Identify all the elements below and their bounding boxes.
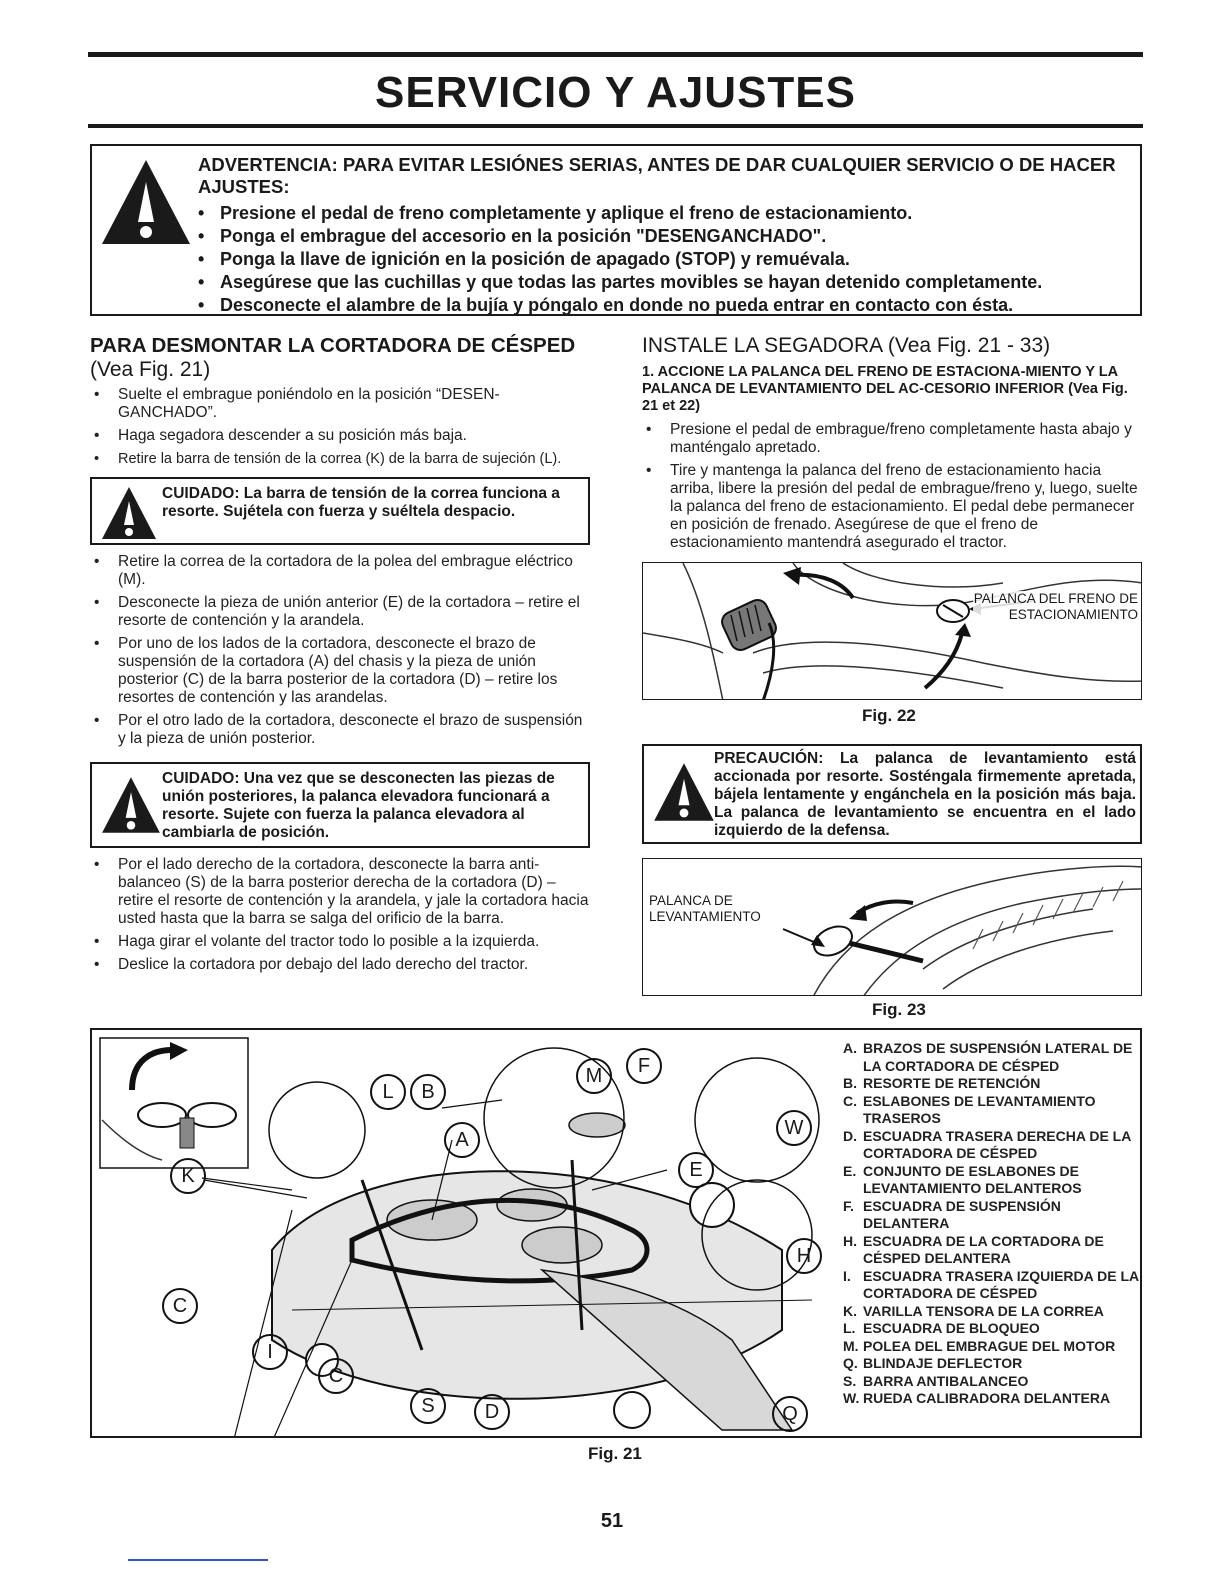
- list-item: • Desconecte la pieza de unión anterior (E) de la cortadora – retire el resorte de contención y la arandela.: [90, 594, 590, 630]
- page-number: 51: [600, 1510, 624, 1532]
- right-title-ref: (Vea Fig. 21 - 33): [887, 334, 1051, 357]
- callout-W: W: [776, 1110, 812, 1146]
- warning-item: • Asegúrese que las cuchillas y que todas las partes movibles se hayan detenido completamente.: [198, 271, 1138, 294]
- right-column: [642, 334, 1142, 557]
- legend-item: K. VARILLA TENSORA DE LA CORREA: [843, 1302, 1104, 1319]
- figure-22: [642, 562, 1142, 700]
- fig23-label-2: LEVANTAMIENTO: [649, 909, 761, 924]
- warning-box: [90, 144, 1142, 316]
- callout-M: M: [576, 1058, 612, 1094]
- list-item: • Retire la barra de tensión de la correa (K) de la barra de sujeción (L).: [90, 450, 590, 468]
- warning-triangle-icon: [100, 774, 162, 836]
- figure-23: [642, 858, 1142, 996]
- warning-triangle-icon: [100, 156, 192, 248]
- warning-item: • Presione el pedal de freno completamente y aplique el freno de estacionamiento.: [198, 202, 1138, 225]
- legend-item: F. ESCUADRA DE SUSPENSIÓN DELANTERA: [843, 1197, 1061, 1231]
- left-section-subtitle: (Vea Fig. 21): [90, 358, 211, 381]
- caution-box-1: [90, 477, 590, 545]
- warning-item: • Ponga la llave de ignición en la posición de apagado (STOP) y remuévala.: [198, 248, 1138, 271]
- fig22-caption: Fig. 22: [862, 706, 916, 725]
- legend-item: C. ESLABONES DE LEVANTAMIENTO TRASEROS: [843, 1092, 1096, 1126]
- caution-text: PRECAUCIÓN: La palanca de levantamiento está accionada por resorte. Sosténgala firmemente apretada, bájela lentamente y engánchela en la posición más baja. La palanca de levantamiento se encuentra en el lado izquierdo de la defensa.: [714, 750, 1136, 839]
- fig21-caption: Fig. 21: [588, 1444, 642, 1463]
- legend-item: Q. BLINDAJE DEFLECTOR: [843, 1355, 1023, 1371]
- list-item: • Suelte el embrague poniéndolo en la posición “DESEN-GANCHADO”.: [90, 386, 590, 422]
- legend-item: E. CONJUNTO DE ESLABONES DE LEVANTAMIENTO DELANTEROS: [843, 1162, 1082, 1196]
- right-bullets: [642, 421, 1142, 552]
- callout-C: C: [162, 1288, 198, 1324]
- list-item: • Haga segadora descender a su posición más baja.: [90, 427, 590, 445]
- left-column: [90, 334, 590, 473]
- callout-I: I: [252, 1334, 288, 1370]
- parking-brake-illustration: [643, 563, 1142, 700]
- callout-D: D: [474, 1394, 510, 1430]
- left-steps-c-wrap: [90, 856, 590, 979]
- caution-text: CUIDADO: La barra de tensión de la correa funciona a resorte. Sujétela con fuerza y suéltela despacio.: [162, 485, 560, 520]
- warning-triangle-icon: [100, 485, 158, 541]
- callout-A: A: [444, 1122, 480, 1158]
- list-item: • Haga girar el volante del tractor todo lo posible a la izquierda.: [90, 933, 590, 951]
- title-rule: [88, 124, 1143, 128]
- left-steps-a: [90, 386, 590, 468]
- page-title: SERVICIO Y AJUSTES: [375, 68, 856, 117]
- callout-K: K: [170, 1158, 206, 1194]
- warning-item: • Desconecte el alambre de la bujía y póngalo en donde no pueda entrar en contacto con ésta.: [198, 294, 1138, 317]
- pedal-icon: [719, 597, 779, 700]
- callout-E: E: [678, 1152, 714, 1188]
- right-title-main: INSTALE LA SEGADORA: [642, 334, 883, 357]
- callout-C: C: [318, 1358, 354, 1394]
- warning-item: • Ponga el embrague del accesorio en la posición "DESENGANCHADO".: [198, 225, 1138, 248]
- fig21-legend: [843, 1040, 1139, 1408]
- caution-box-2: [90, 762, 590, 848]
- list-item: • Presione el pedal de embrague/freno completamente hasta abajo y manténgalo apretado.: [642, 421, 1142, 457]
- left-section-title: PARA DESMONTAR LA CORTADORA DE CÉSPED: [90, 334, 576, 357]
- legend-item: B. RESORTE DE RETENCIÓN: [843, 1075, 1041, 1091]
- top-rule: [88, 52, 1143, 57]
- legend-item: W. RUEDA CALIBRADORA DELANTERA: [843, 1390, 1111, 1406]
- caution-text: CUIDADO: Una vez que se desconecten las piezas de unión posteriores, la palanca elevadora funcionará a resorte. Sujete con fuerza la palanca elevadora al cambiarla de posición.: [162, 770, 555, 841]
- legend-item: H. ESCUADRA DE LA CORTADORA DE CÉSPED DELANTERA: [843, 1232, 1104, 1266]
- fig23-label-1: PALANCA DE: [649, 893, 733, 908]
- left-steps-b-wrap: [90, 553, 590, 753]
- legend-item: L. ESCUADRA DE BLOQUEO: [843, 1320, 1040, 1336]
- list-item: • Deslice la cortadora por debajo del lado derecho del tractor.: [90, 956, 590, 974]
- list-item: • Retire la correa de la cortadora de la polea del embrague eléctrico (M).: [90, 553, 590, 589]
- fig22-label: PALANCA DEL FRENO DE ESTACIONAMIENTO: [973, 591, 1138, 622]
- footer-link-line: [128, 1559, 268, 1561]
- list-item: • Tire y mantenga la palanca del freno de estacionamiento hacia arriba, libere la presión del pedal de embrague/freno y, luego, suelte la palanca del freno de estacionamiento. El pedal debe permanecer en posición de frenado. Asegúrese de que el freno de estacionamiento mantendrá asegurado el tractor.: [642, 462, 1142, 552]
- callout-L: L: [370, 1074, 406, 1110]
- callout-Q: Q: [772, 1396, 808, 1432]
- warning-triangle-icon: [652, 760, 716, 824]
- callout-H: H: [786, 1238, 822, 1274]
- callout-F: F: [626, 1048, 662, 1084]
- left-steps-b: [90, 553, 590, 748]
- list-item: • Por el otro lado de la cortadora, desconecte el brazo de suspensión y la pieza de unión posterior.: [90, 712, 590, 748]
- left-steps-c: [90, 856, 590, 974]
- legend-item: M. POLEA DEL EMBRAGUE DEL MOTOR: [843, 1337, 1116, 1354]
- warning-list: [198, 202, 1138, 317]
- callout-S: S: [410, 1388, 446, 1424]
- legend-item: D. ESCUADRA TRASERA DERECHA DE LA CORTADORA DE CÉSPED: [843, 1127, 1131, 1161]
- list-item: • Por el lado derecho de la cortadora, desconecte la barra anti-balanceo (S) de la barra posterior derecha de la cortadora (D) – retire el resorte de contención y la arandela, y jale la cortadora hacia usted hasta que la barra se salga del orificio de la barra.: [90, 856, 590, 928]
- lift-lever-illustration: [643, 859, 1142, 996]
- list-item: • Por uno de los lados de la cortadora, desconecte el brazo de suspensión de la cortadora (A) del chasis y la pieza de unión posterior (C) de la barra posterior de la cortadora (D) – retire los resortes de contención y las arandelas.: [90, 635, 590, 707]
- callout-B: B: [410, 1074, 446, 1110]
- callouts-layer: [92, 1030, 842, 1438]
- fig23-caption: Fig. 23: [872, 1000, 926, 1019]
- legend-item: I. ESCUADRA TRASERA IZQUIERDA DE LA CORTADORA DE CÉSPED: [843, 1267, 1139, 1301]
- warning-heading: ADVERTENCIA: PARA EVITAR LESIÓNES SERIAS, ANTES DE DAR CUALQUIER SERVICIO O DE HACER AJUSTES:: [198, 154, 1116, 197]
- legend-item: S. BARRA ANTIBALANCEO: [843, 1372, 1029, 1389]
- step-1: 1. ACCIONE LA PALANCA DEL FRENO DE ESTACIONA-MIENTO Y LA PALANCA DE LEVANTAMIENTO DEL AC-CESORIO INFERIOR (Vea Fig. 21 et 22): [642, 364, 1128, 414]
- legend-item: A. BRAZOS DE SUSPENSIÓN LATERAL DE LA CORTADORA DE CÉSPED: [843, 1040, 1133, 1074]
- right-section-title: [642, 334, 1142, 358]
- caution-box-3: [642, 744, 1142, 844]
